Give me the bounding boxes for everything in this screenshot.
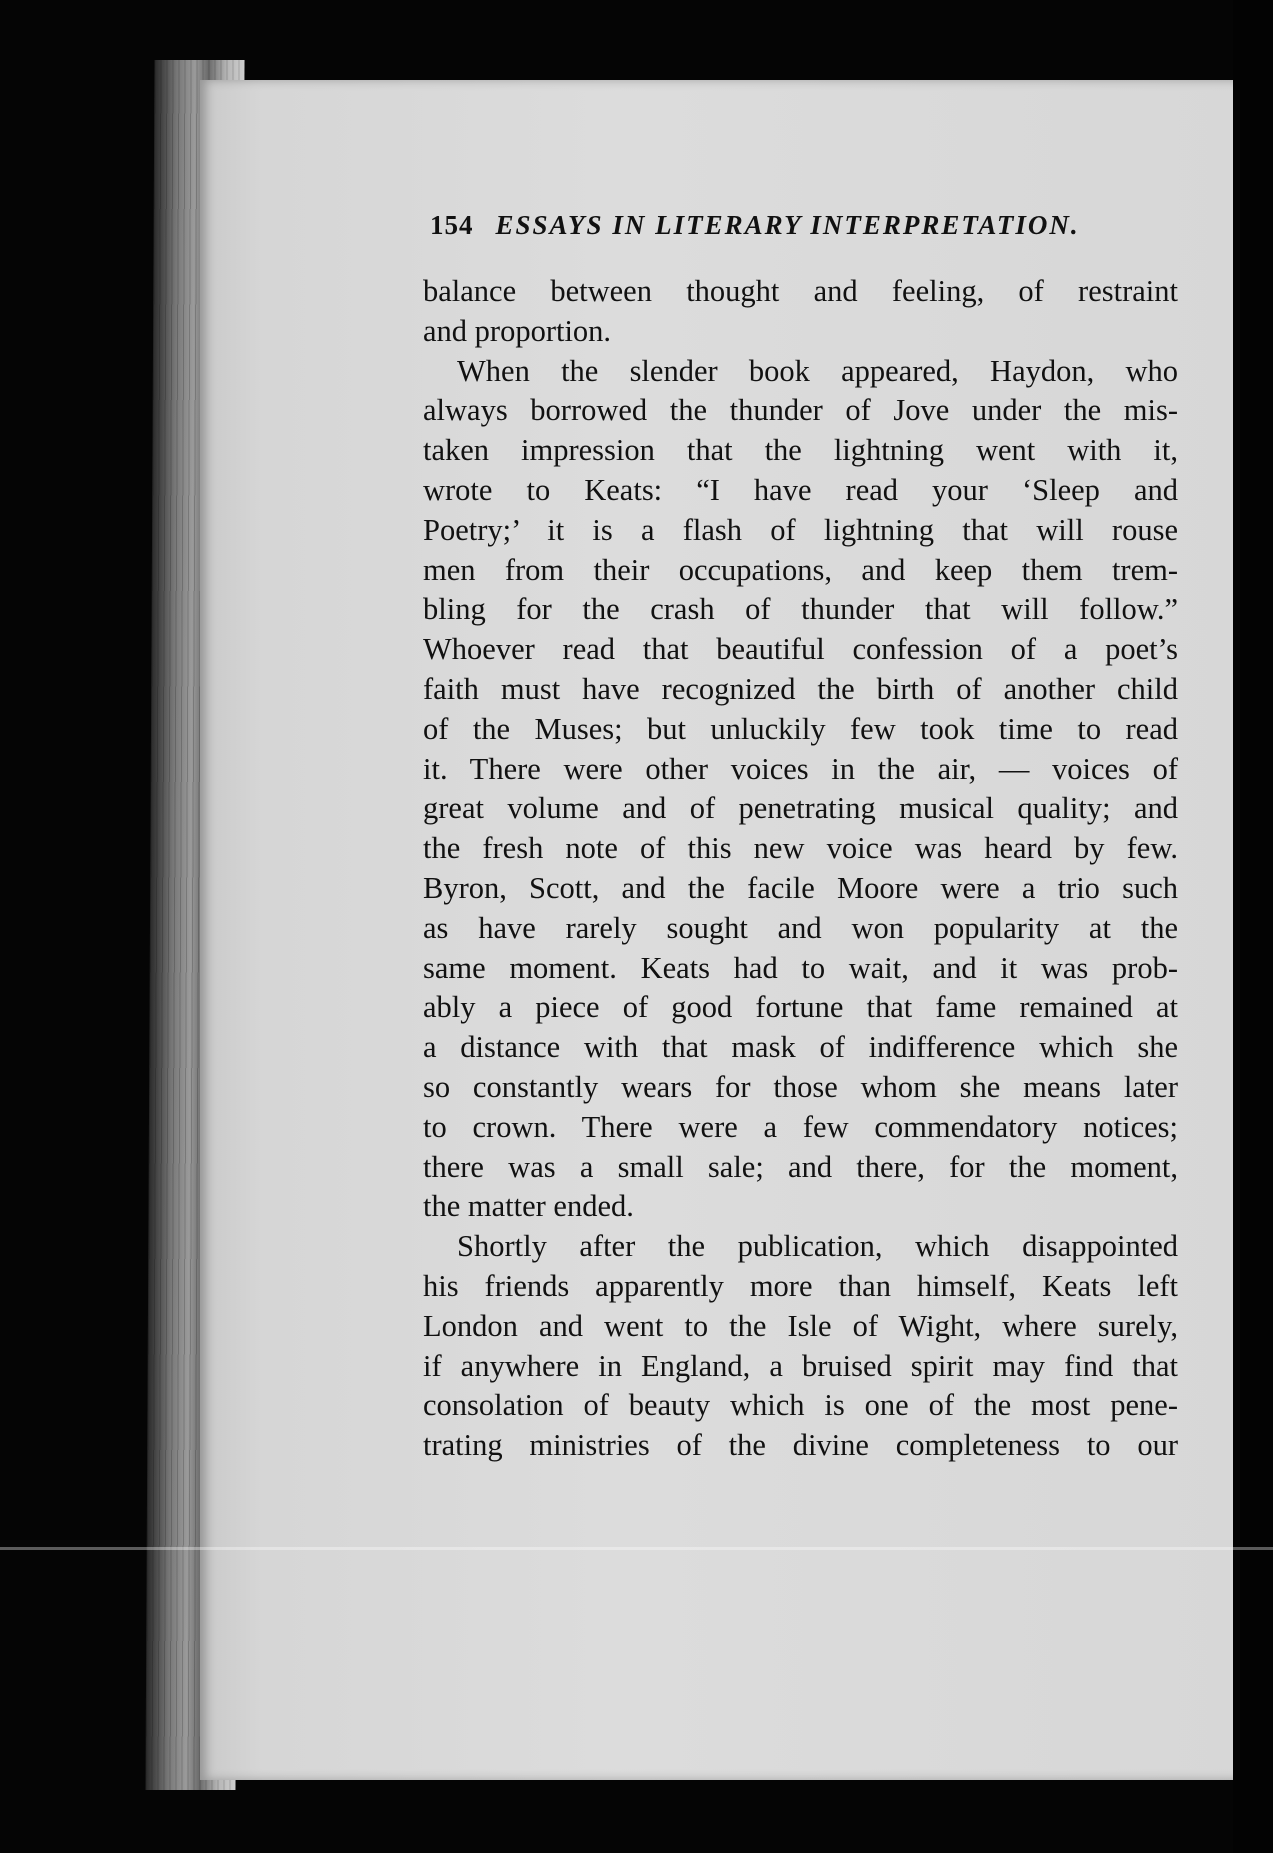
scan-background-right — [1233, 0, 1273, 1853]
text-line: When the slender book appeared, Haydon, who — [457, 353, 1178, 388]
text-line: the fresh note of this new voice was heard by few. — [423, 831, 1178, 866]
text-line: the matter ended. — [423, 1189, 634, 1224]
text-line: there was a small sale; and there, for the moment, — [423, 1149, 1178, 1184]
running-head: ESSAYS IN LITERARY INTERPRETATION. — [495, 210, 1080, 240]
text-line: consolation of beauty which is one of the most pene- — [423, 1388, 1178, 1423]
text-line: it. There were other voices in the air, — voices of — [423, 751, 1178, 786]
text-line: taken impression that the lightning went with it, — [423, 433, 1178, 468]
text-line: ably a piece of good fortune that fame remained at — [423, 990, 1178, 1025]
page-header — [430, 210, 1150, 241]
text-line: trating ministries of the divine completeness to our — [423, 1428, 1178, 1463]
text-line: balance between thought and feeling, of restraint — [423, 274, 1178, 308]
text-line: men from their occupations, and keep them trem- — [423, 552, 1178, 587]
page-number: 154 — [430, 210, 474, 240]
scan-artifact-line — [0, 1547, 1273, 1550]
text-line: and proportion. — [423, 313, 612, 348]
text-line: to crown. There were a few commendatory notices; — [423, 1109, 1178, 1144]
text-line: Whoever read that beautiful confession of a poet’s — [423, 632, 1178, 667]
text-line: London and went to the Isle of Wight, where surely, — [423, 1308, 1178, 1343]
text-line: a distance with that mask of indifference which she — [423, 1030, 1178, 1065]
text-line: great volume and of penetrating musical quality; and — [423, 791, 1178, 826]
text-line: always borrowed the thunder of Jove under the mis- — [423, 393, 1178, 428]
text-line: his friends apparently more than himself, Keats left — [423, 1268, 1178, 1303]
text-line: bling for the crash of thunder that will follow.” — [423, 592, 1178, 627]
text-line: Poetry;’ it is a flash of lightning that will rouse — [423, 512, 1178, 547]
text-line: faith must have recognized the birth of another child — [423, 671, 1178, 706]
text-line: wrote to Keats: “I have read your ‘Sleep and — [423, 472, 1178, 507]
text-line: as have rarely sought and won popularity at the — [423, 910, 1178, 945]
text-line: same moment. Keats had to wait, and it was prob- — [423, 950, 1178, 985]
text-line: of the Muses; but unluckily few took time to read — [423, 711, 1178, 746]
text-line: Shortly after the publication, which disappointed — [457, 1229, 1178, 1264]
text-line: if anywhere in England, a bruised spirit may find that — [423, 1348, 1178, 1383]
body-text — [423, 272, 1178, 1466]
text-line: so constantly wears for those whom she means later — [423, 1069, 1178, 1104]
text-line: Byron, Scott, and the facile Moore were a trio such — [423, 870, 1178, 905]
